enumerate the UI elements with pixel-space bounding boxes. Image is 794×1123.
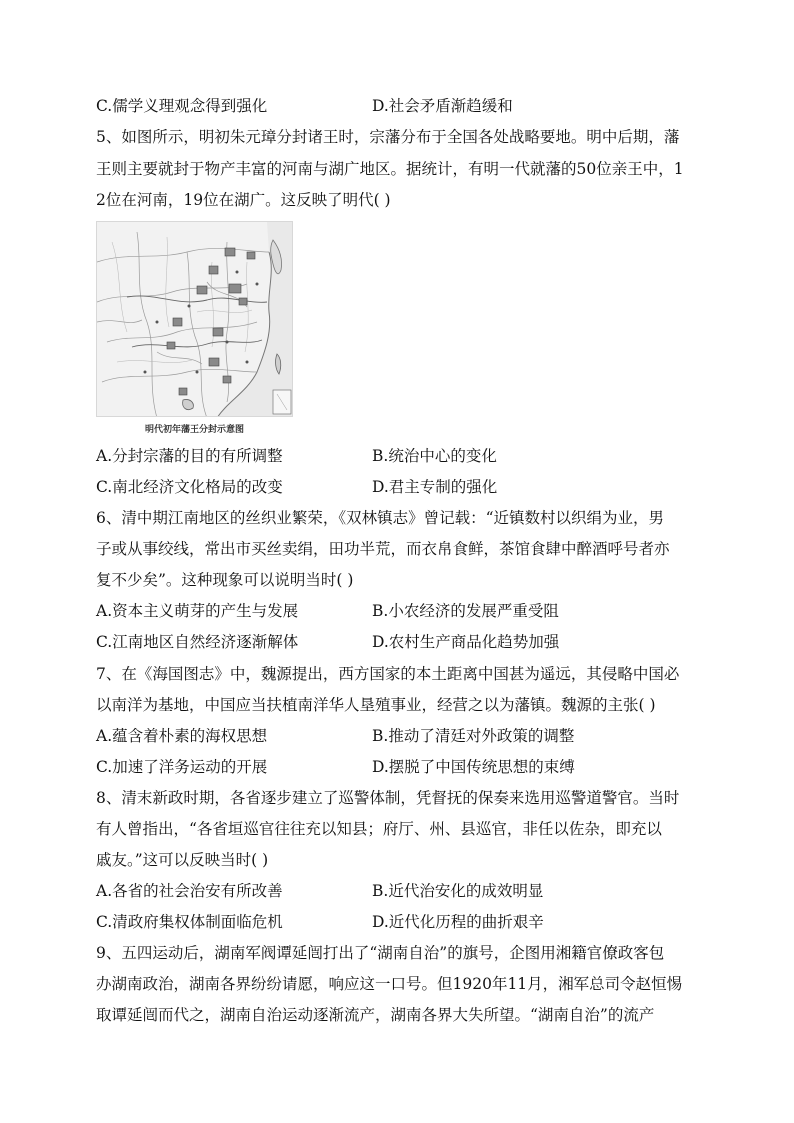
map-caption: 明代初年藩王分封示意图 <box>144 425 244 435</box>
q5-option-b: B.统治中心的变化 <box>372 447 497 465</box>
q8-option-a: A.各省的社会治安有所改善 <box>96 882 283 900</box>
q5-stem-line-1: 5、如图所示，明初朱元璋分封诸王时，宗藩分布于全国各处战略要地。明中后期，藩 <box>96 128 680 146</box>
q4-option-d: D.社会矛盾渐趋缓和 <box>372 97 513 115</box>
q5-stem-line-3: 2位在河南，19位在湖广。这反映了明代( ) <box>96 191 391 209</box>
q8-option-c: C.清政府集权体制面临危机 <box>96 913 283 931</box>
q6-stem-line-3: 复不少矣”。这种现象可以说明当时( ) <box>96 571 354 589</box>
q8-stem-line-3: 戚友。”这可以反映当时( ) <box>96 851 269 869</box>
q7-option-c: C.加速了洋务运动的开展 <box>96 758 268 776</box>
q6-option-c: C.江南地区自然经济逐渐解体 <box>96 633 299 651</box>
q7-stem-line-1: 7、在《海国图志》中，魏源提出，西方国家的本土距离中国甚为遥远，其侵略中国必 <box>96 665 680 683</box>
q9-stem-line-3: 取谭延闿而代之，湖南自治运动逐渐流产，湖南各界大失所望。“湖南自治”的流产 <box>96 1006 655 1024</box>
q6-option-a: A.资本主义萌芽的产生与发展 <box>96 602 299 620</box>
q6-stem-line-1: 6、清中期江南地区的丝织业繁荣，《双林镇志》曾记载：“近镇数村以织绢为业，男 <box>96 509 665 527</box>
q5-option-a: A.分封宗藩的目的有所调整 <box>96 447 283 465</box>
q5-option-d: D.君主专制的强化 <box>372 478 498 496</box>
q8-option-d: D.近代化历程的曲折艰辛 <box>372 913 544 931</box>
q4-option-c: C.儒学义理观念得到强化 <box>96 97 268 115</box>
q6-option-d: D.农村生产商品化趋势加强 <box>372 633 560 651</box>
map-drawing <box>97 222 293 417</box>
q7-option-b: B.推动了清廷对外政策的调整 <box>372 727 575 745</box>
q6-option-b: B.小农经济的发展严重受阻 <box>372 602 559 620</box>
q7-stem-line-2: 以南洋为基地，中国应当扶植南洋华人垦殖事业，经营之以为藩镇。魏源的主张( ) <box>96 696 656 714</box>
ming-feudal-princes-map <box>96 221 293 417</box>
q7-option-a: A.蕴含着朴素的海权思想 <box>96 727 268 745</box>
q5-option-c: C.南北经济文化格局的改变 <box>96 478 283 496</box>
q8-stem-line-2: 有人曾指出，“各省垣巡官往往充以知县；府厅、州、县巡官，非任以佐杂，即充以 <box>96 820 662 838</box>
q8-stem-line-1: 8、清末新政时期，各省逐步建立了巡警体制，凭督抚的保奏来选用巡警道警官。当时 <box>96 789 680 807</box>
q9-stem-line-1: 9、五四运动后，湖南军阀谭延闿打出了“湖南自治”的旗号，企图用湘籍官僚政客包 <box>96 944 665 962</box>
q6-stem-line-2: 子或从事绞线，常出市买丝卖绢，田功半荒，而衣帛食鲜，茶馆食肆中醉酒呼号者亦 <box>96 540 670 558</box>
q8-option-b: B.近代治安化的成效明显 <box>372 882 544 900</box>
q5-stem-line-2: 王则主要就封于物产丰富的河南与湖广地区。据统计，有明一代就藩的50位亲王中，1 <box>96 160 684 178</box>
q7-option-d: D.摆脱了中国传统思想的束缚 <box>372 758 575 776</box>
q9-stem-line-2: 办湖南政治，湖南各界纷纷请愿，响应这一口号。但1920年11月，湘军总司令赵恒惕 <box>96 975 683 993</box>
